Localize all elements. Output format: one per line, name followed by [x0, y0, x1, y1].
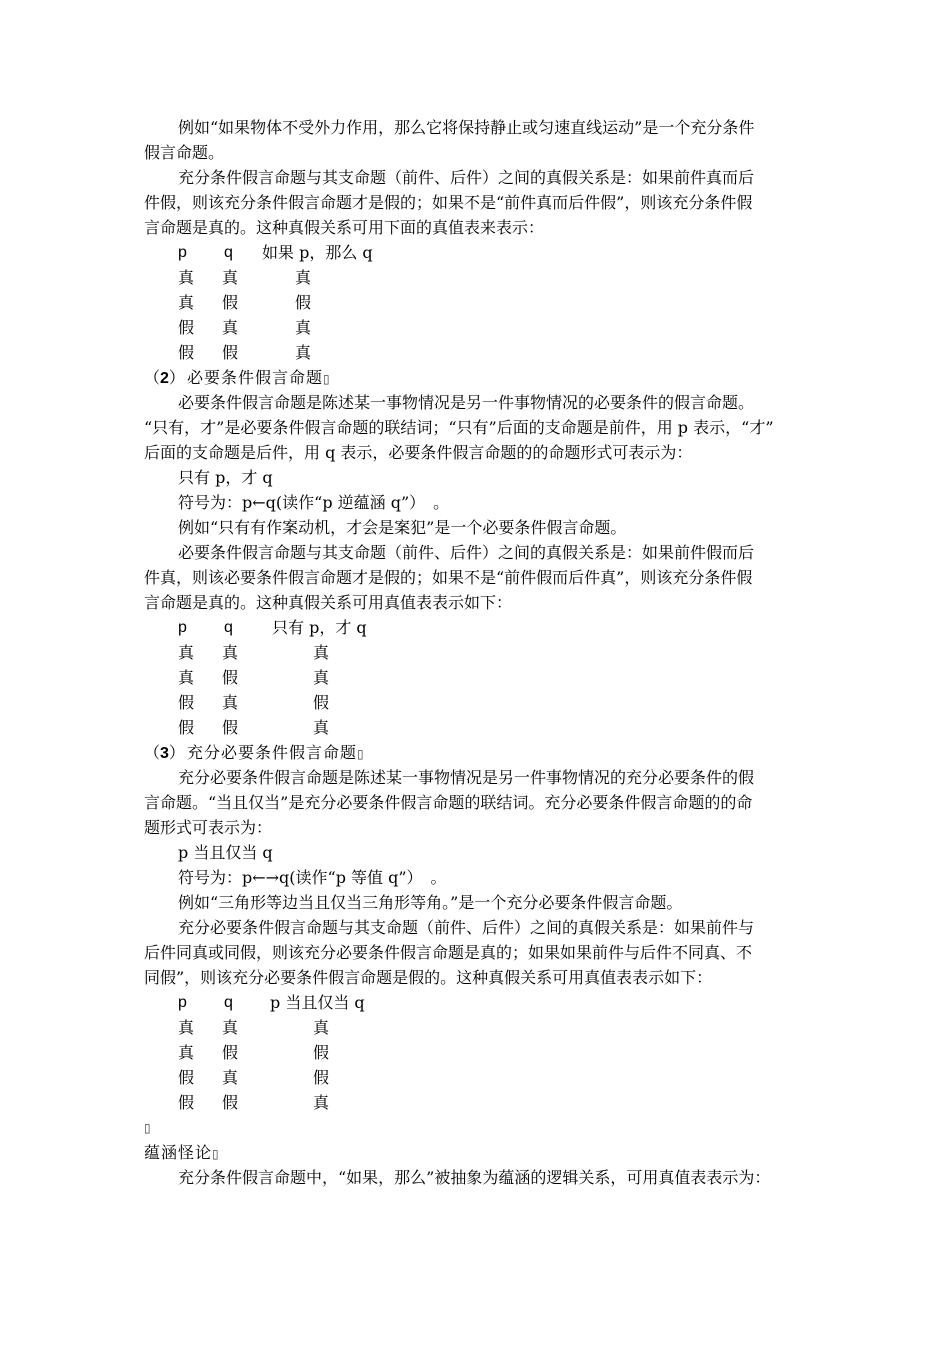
table-cell: 真 — [222, 693, 239, 712]
table-cell: 真 — [178, 293, 195, 312]
table-cell: 真 — [313, 643, 330, 662]
table-cell: 真 — [222, 318, 239, 337]
table-cell: 假 — [222, 668, 239, 687]
table-header-p: p — [178, 244, 187, 261]
paragraph-line: 后件同真或同假，则该充分必要条件假言命题是真的；如果如果前件与后件不同真、不 — [144, 943, 753, 962]
heading-open-paren: （ — [144, 368, 161, 387]
table-cell: 真 — [222, 268, 239, 287]
table-cell: 真 — [178, 268, 195, 287]
paragraph-line: 后面的支命题是后件，用 q 表示，必要条件假言命题的的命题形式可表示为： — [144, 443, 693, 462]
table-cell: 假 — [295, 293, 312, 312]
paragraph-line: 言命题是真的。这种真假关系可用下面的真值表来表示： — [144, 218, 545, 237]
heading-title: 蕴涵怪论 — [144, 1143, 213, 1162]
example-line: 例如“三角形等边当且仅当三角形等角。”是一个充分必要条件假言命题。 — [178, 893, 683, 912]
heading-number: 2 — [160, 370, 169, 387]
table-cell: 真 — [313, 668, 330, 687]
table-cell: 假 — [178, 693, 195, 712]
paragraph-line: 充分必要条件假言命题是陈述某一事物情况是另一件事物情况的充分必要条件的假 — [178, 768, 755, 787]
table-cell: 真 — [222, 1068, 239, 1087]
table-header-formula: p 当且仅当 q — [270, 993, 365, 1012]
paragraph-line: 充分必要条件假言命题与其支命题（前件、后件）之间的真假关系是：如果前件与 — [178, 918, 755, 937]
example-line: 例如“只有有作案动机，才会是案犯”是一个必要条件假言命题。 — [178, 518, 627, 537]
paragraph-line: 言命题。“当且仅当”是充分必要条件假言命题的联结词。充分必要条件假言命题的的命 — [144, 793, 753, 812]
symbol-line: 符号为：p←q(读作“p 逆蕴涵 q”） 。 — [178, 493, 450, 512]
table-cell: 假 — [222, 718, 239, 737]
table-header-formula: 只有 p，才 q — [272, 618, 367, 637]
table-header-formula: 如果 p，那么 q — [262, 243, 373, 262]
table-cell: 真 — [313, 718, 330, 737]
paragraph-line: “只有，才”是必要条件假言命题的联结词；“只有”后面的支命题是前件，用 p 表示，“才” — [144, 418, 774, 437]
missing-glyph-mark: ▯ — [212, 1147, 219, 1161]
paragraph-line: 假言命题。 — [144, 143, 225, 162]
table-header-q: q — [224, 994, 233, 1011]
paragraph-line: 必要条件假言命题是陈述某一事物情况是另一件事物情况的必要条件的假言命题。 — [178, 393, 755, 412]
formula-line: 只有 p，才 q — [178, 468, 273, 487]
missing-glyph-mark: ▯ — [144, 1121, 151, 1135]
heading-open-paren: （ — [144, 743, 161, 762]
table-cell: 真 — [295, 318, 312, 337]
section-heading — [144, 368, 330, 390]
symbol-line: 符号为：p←→q(读作“p 等值 q”） 。 — [178, 868, 447, 887]
table-header-p: p — [178, 994, 187, 1011]
paragraph-line: 题形式可表示为： — [144, 818, 273, 837]
table-cell: 假 — [178, 1093, 195, 1112]
table-cell: 假 — [313, 693, 330, 712]
table-cell: 真 — [222, 1018, 239, 1037]
paragraph-line: 件假，则该充分条件假言命题才是假的；如果不是“前件真而后件假”，则该充分条件假 — [144, 193, 753, 212]
table-header-q: q — [224, 619, 233, 636]
section-heading — [144, 743, 364, 765]
heading-title: 充分必要条件假言命题 — [186, 743, 357, 762]
paragraph-line: 充分条件假言命题与其支命题（前件、后件）之间的真假关系是：如果前件真而后 — [178, 168, 755, 187]
table-cell: 假 — [178, 343, 195, 362]
paragraph-line: 言命题是真的。这种真假关系可用真值表表示如下： — [144, 593, 513, 612]
table-cell: 假 — [222, 1093, 239, 1112]
table-cell: 真 — [178, 643, 195, 662]
table-header-q: q — [224, 244, 233, 261]
heading-close-paren: ） — [168, 743, 185, 762]
table-cell: 假 — [313, 1068, 330, 1087]
paragraph-line: 例如“如果物体不受外力作用，那么它将保持静止或匀速直线运动”是一个充分条件 — [178, 118, 755, 137]
table-cell: 假 — [178, 1068, 195, 1087]
heading-number: 3 — [160, 745, 169, 762]
table-cell: 真 — [295, 343, 312, 362]
table-cell: 真 — [178, 668, 195, 687]
table-cell: 真 — [313, 1093, 330, 1112]
table-cell: 真 — [222, 643, 239, 662]
table-cell: 假 — [313, 1043, 330, 1062]
paragraph-line: 充分条件假言命题中，“如果，那么”被抽象为蕴涵的逻辑关系，可用真值表表示为： — [178, 1168, 771, 1187]
table-cell: 假 — [178, 318, 195, 337]
table-header-p: p — [178, 619, 187, 636]
table-cell: 假 — [222, 1043, 239, 1062]
table-cell: 假 — [222, 343, 239, 362]
table-cell: 真 — [313, 1018, 330, 1037]
heading-close-paren: ） — [168, 368, 185, 387]
paragraph-line: 必要条件假言命题与其支命题（前件、后件）之间的真假关系是：如果前件假而后 — [178, 543, 755, 562]
paragraph-line: 同假”，则该充分必要条件假言命题是假的。这种真假关系可用真值表表示如下： — [144, 968, 713, 987]
section-heading — [144, 1143, 219, 1165]
paragraph-line: 件真，则该必要条件假言命题才是假的；如果不是“前件假而后件真”，则该充分条件假 — [144, 568, 753, 587]
table-cell: 真 — [178, 1018, 195, 1037]
table-cell: 真 — [178, 1043, 195, 1062]
missing-glyph-mark: ▯ — [356, 747, 364, 761]
formula-line: p 当且仅当 q — [178, 843, 273, 862]
heading-title: 必要条件假言命题 — [186, 368, 323, 387]
table-cell: 假 — [222, 293, 239, 312]
missing-glyph-mark: ▯ — [322, 372, 330, 386]
table-cell: 真 — [295, 268, 312, 287]
table-cell: 假 — [178, 718, 195, 737]
